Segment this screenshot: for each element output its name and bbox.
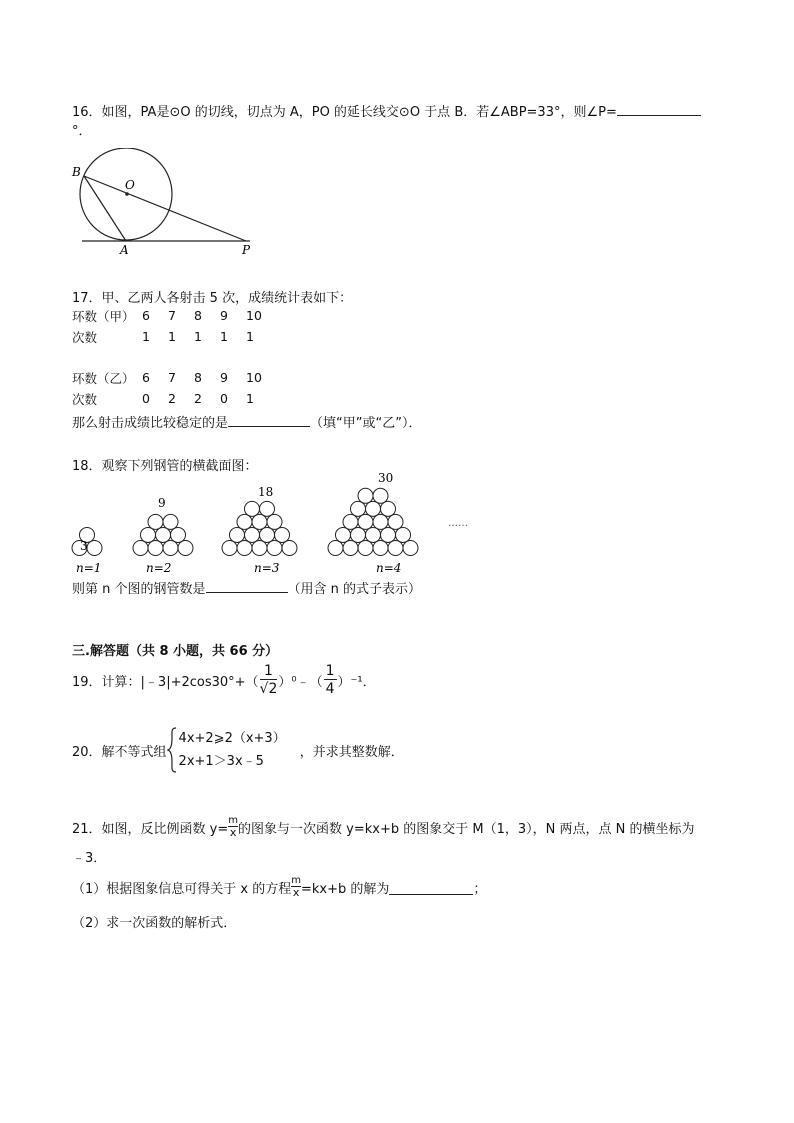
ellipsis: …… xyxy=(448,518,468,529)
pipe-circle xyxy=(373,541,388,556)
label-p: P xyxy=(242,243,251,257)
pipe-circle xyxy=(252,514,267,529)
pipe-circle xyxy=(267,541,282,556)
fig1-label: n=1 xyxy=(76,561,102,575)
pipe-circle xyxy=(245,501,260,516)
q19-frac2: $\frac{1}{4}$ xyxy=(325,662,335,697)
pipe-circle xyxy=(336,527,351,542)
pipe-circle xyxy=(171,527,186,542)
pipe-circle xyxy=(366,501,381,516)
pipe-circle xyxy=(351,501,366,516)
pipe-circle xyxy=(358,488,373,503)
pipe-circle xyxy=(267,514,282,529)
q19-frac1: $\frac{1}{√2}$ xyxy=(259,662,278,697)
pipe-circle xyxy=(87,541,102,556)
pipe-circle xyxy=(133,541,148,556)
chord-ba xyxy=(84,176,126,241)
q17-table-b xyxy=(72,367,272,409)
fig2-label: n=2 xyxy=(146,561,172,575)
pipe-circle xyxy=(237,541,252,556)
pipe-circle xyxy=(163,514,178,529)
q18-question: 则第 n 个图的钢管数是 （用含 n 的式子表示） xyxy=(72,582,422,597)
pipe-circles xyxy=(72,488,418,555)
pipe-circle xyxy=(163,541,178,556)
q21-line1: 21．如图，反比例函数 y= $\frac{m}{x}$ 的图象与一次函数 y=kx+b 的图象交于 M（1，3），N 两点，点 N 的横坐标为 xyxy=(72,814,695,839)
pipe-circle xyxy=(388,514,403,529)
q21-line2: ﹣3． xyxy=(72,851,107,866)
q17-answer-blank xyxy=(228,426,310,427)
pipe-circle xyxy=(373,488,388,503)
q21-part1-frac: $\frac{m}{x}$ xyxy=(291,874,301,899)
label-o: O xyxy=(125,178,135,192)
pipe-circle xyxy=(388,541,403,556)
label-b: B xyxy=(72,165,81,179)
pipe-circle xyxy=(373,514,388,529)
q16-figure xyxy=(70,148,270,258)
q16-line1: 16．如图，PA是⊙O 的切线，切点为 A，PO 的延长线交⊙O 于点 B．若∠ABP=33°，则∠P= xyxy=(72,101,701,120)
q16-line2: °． xyxy=(72,124,92,139)
fig4-count: 30 xyxy=(378,471,394,485)
pipe-circle xyxy=(328,541,343,556)
label-a: A xyxy=(120,243,129,257)
pipe-circle xyxy=(396,527,411,542)
table-row: 次数 1 1 1 1 1 xyxy=(72,329,254,345)
pipe-circle xyxy=(381,501,396,516)
pipe-circle xyxy=(351,527,366,542)
pipe-circle xyxy=(230,527,245,542)
pipe-circle xyxy=(245,527,260,542)
q21-frac: $\frac{m}{x}$ xyxy=(228,814,239,839)
pipe-circle xyxy=(381,527,396,542)
q19: 19．计算：|﹣3|+2cos30°+（ $\frac{1}{√2}$ ）⁰﹣（ $\frac{1}{4}$ ）⁻¹． xyxy=(72,662,376,697)
fig4-label: n=4 xyxy=(376,561,402,575)
pipe-circle xyxy=(260,527,275,542)
fig3-count: 18 xyxy=(258,485,274,499)
secant-line xyxy=(84,176,246,241)
q17-question: 那么射击成绩比较稳定的是 （填“甲”或“乙”）． xyxy=(72,416,422,431)
center-point xyxy=(125,192,129,196)
pipe-circle xyxy=(148,514,163,529)
pipe-circle xyxy=(275,527,290,542)
q16-answer-blank xyxy=(617,115,701,116)
table-row: 次数 0 2 2 0 1 xyxy=(72,391,254,407)
q17-table-a xyxy=(72,305,272,347)
pipe-circle xyxy=(403,541,418,556)
q21-answer-blank xyxy=(389,880,473,895)
pipe-circle xyxy=(178,541,193,556)
brace-icon xyxy=(167,727,177,773)
q21-part1: （1）根据图象信息可得关于 x 的方程 $\frac{m}{x}$ =kx+b 的解为 ； xyxy=(72,874,487,899)
pipe-circle xyxy=(343,514,358,529)
pipe-circle xyxy=(222,541,237,556)
table-row: 环数（乙） 6 7 8 9 10 xyxy=(72,370,262,386)
pipe-circle xyxy=(358,514,373,529)
pipe-circle xyxy=(148,541,163,556)
pipe-circle xyxy=(358,541,373,556)
fig1-count: 3 xyxy=(80,539,88,553)
q18-figures xyxy=(66,468,486,576)
fig2-count: 9 xyxy=(158,496,166,510)
q17-intro: 17．甲、乙两人各射击 5 次，成绩统计表如下： xyxy=(72,291,353,306)
pipe-circle xyxy=(260,501,275,516)
q21-part2: （2）求一次函数的解析式． xyxy=(72,916,237,931)
q18-answer-blank xyxy=(206,592,288,593)
pipe-circle xyxy=(252,541,267,556)
pipe-circle xyxy=(141,527,156,542)
table-row: 环数（甲） 6 7 8 9 10 xyxy=(72,308,262,324)
pipe-circle xyxy=(282,541,297,556)
pipe-circle xyxy=(156,527,171,542)
section-title: 三.解答题（共 8 小题，共 66 分） xyxy=(72,644,279,659)
pipe-circle xyxy=(237,514,252,529)
q20: 20．解不等式组 4x+2⩾2（x+3） 2x+1＞3x﹣5 ，并求其整数解． xyxy=(72,727,404,773)
ineq-system: 4x+2⩾2（x+3） 2x+1＞3x﹣5 xyxy=(178,731,286,769)
q18-intro: 18．观察下列钢管的横截面图： xyxy=(72,459,258,474)
pipe-circle xyxy=(343,541,358,556)
fig3-label: n=3 xyxy=(254,561,280,575)
pipe-circle xyxy=(366,527,381,542)
